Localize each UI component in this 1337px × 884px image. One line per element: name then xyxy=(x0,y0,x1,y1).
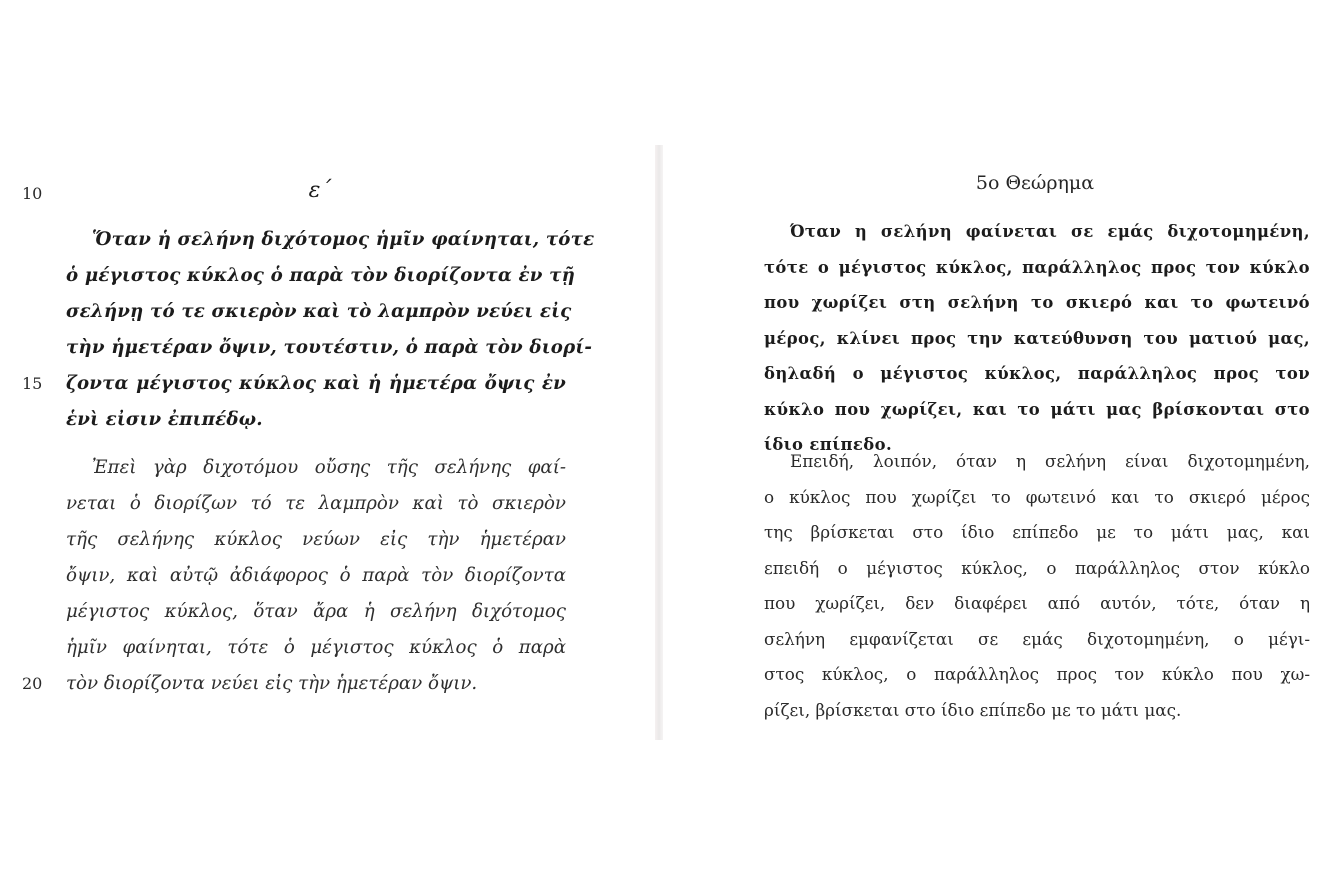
text-line: ἑνὶ εἰσιν ἐπιπέδῳ. xyxy=(66,409,263,430)
text-line: νεται ὁ διορίζων τό τε λαμπρὸν καὶ τὸ σκιερὸν xyxy=(66,493,566,514)
text-line: ο κύκλος που χωρίζει το φωτεινό και το σκιερό μέρος xyxy=(764,486,1310,507)
text-line: Ὅταν ἡ σελήνη διχότομος ἡμῖν φαίνηται, τότε xyxy=(92,229,595,250)
text-line: που χωρίζει στη σελήνη το σκιερό και το φωτεινό xyxy=(764,293,1310,312)
text-line: τὸν διορίζοντα νεύει εἰς τὴν ἡμετέραν ὄψιν. xyxy=(66,673,478,694)
line-number-10: 10 xyxy=(22,184,43,203)
text-line: ίδιο επίπεδο. xyxy=(764,435,893,454)
book-gutter xyxy=(655,145,663,740)
line-number-15: 15 xyxy=(22,374,43,393)
text-line: δηλαδή ο μέγιστος κύκλος, παράλληλος προς τον xyxy=(764,364,1310,383)
text-line: τὴν ἡμετέραν ὄψιν, τουτέστιν, ὁ παρὰ τὸν διορί- xyxy=(66,337,593,358)
text-line: Ἐπεὶ γὰρ διχοτόμου οὔσης τῆς σελήνης φαί- xyxy=(92,457,566,478)
text-line: επειδή ο μέγιστος κύκλος, ο παράλληλος στον κύκλο xyxy=(764,557,1310,578)
text-line: τῆς σελήνης κύκλος νεύων εἰς τὴν ἡμετέραν xyxy=(66,529,566,550)
text-line: στος κύκλος, ο παράλληλος προς τον κύκλο που χω- xyxy=(764,664,1310,684)
text-line: Όταν η σελήνη φαίνεται σε εμάς διχοτομημένη, xyxy=(790,222,1310,241)
text-line: ὄψιν, καὶ αὐτῷ ἀδιάφορος ὁ παρὰ τὸν διορίζοντα xyxy=(66,565,566,586)
left-theorem-proof xyxy=(66,450,566,702)
text-line: που χωρίζει, δεν διαφέρει από αυτόν, τότε, όταν η xyxy=(764,593,1310,613)
left-theorem-statement xyxy=(66,222,595,438)
text-line: ἡμῖν φαίνηται, τότε ὁ μέγιστος κύκλος ὁ παρὰ xyxy=(66,637,566,658)
text-line: Επειδή, λοιπόν, όταν η σελήνη είναι διχοτομημένη, xyxy=(790,451,1310,471)
text-line: μέρος, κλίνει προς την κατεύθυνση του ματιού μας, xyxy=(764,328,1310,348)
text-line: σελήνῃ τό τε σκιερὸν καὶ τὸ λαμπρὸν νεύει εἰς xyxy=(66,301,572,322)
right-theorem-title: 5ο Θεώρημα xyxy=(975,172,1095,194)
text-line: ρίζει, βρίσκεται στο ίδιο επίπεδο με το μάτι μας. xyxy=(764,699,1182,720)
right-theorem-statement xyxy=(764,214,1310,463)
text-line: της βρίσκεται στο ίδιο επίπεδο με το μάτι μας, και xyxy=(764,522,1310,542)
text-line: ὁ μέγιστος κύκλος ὁ παρὰ τὸν διορίζοντα ἐν τῇ xyxy=(66,265,576,286)
text-line: κύκλο που χωρίζει, και το μάτι μας βρίσκονται στο xyxy=(764,399,1310,419)
text-line: ζοντα μέγιστος κύκλος καὶ ἡ ἡμετέρα ὄψις ἐν xyxy=(66,373,566,394)
line-number-20: 20 xyxy=(22,674,43,693)
text-line: μέγιστος κύκλος, ὅταν ἄρα ἡ σελήνη διχότομος xyxy=(66,601,566,622)
left-page xyxy=(0,0,660,884)
text-line: τότε ο μέγιστος κύκλος, παράλληλος προς τον κύκλο xyxy=(764,257,1310,277)
text-line: σελήνη εμφανίζεται σε εμάς διχοτομημένη, ο μέγι- xyxy=(764,628,1310,649)
right-theorem-proof xyxy=(764,444,1310,728)
left-theorem-number: ε΄ xyxy=(308,178,332,203)
